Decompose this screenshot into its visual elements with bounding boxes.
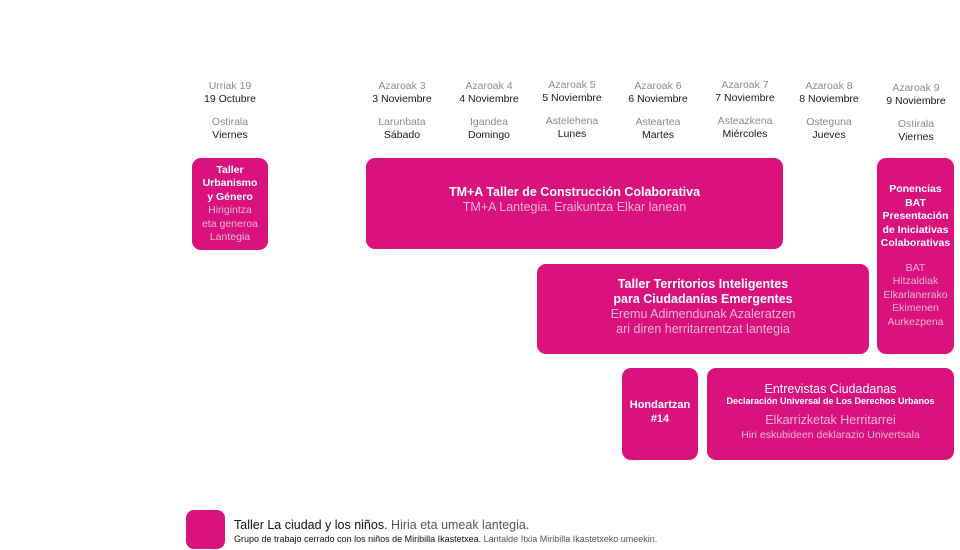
event-title-line: y Género <box>207 190 253 203</box>
legend-desc-es: Grupo de trabajo cerrado con los niños de Miribilla Ikastetxea. <box>234 534 482 544</box>
event-title-line: Colaborativas <box>880 237 951 249</box>
date-es: 7 Noviembre <box>715 92 775 104</box>
event-title-line: Presentación <box>882 210 949 222</box>
date-es: 8 Noviembre <box>799 93 859 105</box>
date-eu: Urriak 19 <box>208 80 252 92</box>
legend <box>234 518 657 544</box>
weekday-es: Domingo <box>467 129 511 141</box>
legend-swatch <box>186 510 225 549</box>
event-entrevistas-ciudadanas[interactable] <box>707 368 954 460</box>
event-tma-taller[interactable] <box>366 158 783 249</box>
event-title-line: Urbanismo <box>202 177 258 189</box>
event-title-line: Hondartzan <box>629 399 691 411</box>
day-header-nov6 <box>608 80 708 142</box>
event-subtitle-line: BAT <box>905 261 926 274</box>
day-header-nov5 <box>522 79 622 141</box>
date-es: 4 Noviembre <box>459 93 519 105</box>
weekday-es: Lunes <box>557 128 587 140</box>
event-subtitle-line: Eremu Adimendunak Azaleratzen <box>610 307 796 321</box>
weekday-eu: Astelehena <box>545 115 599 127</box>
date-eu: Azaroak 3 <box>378 80 426 92</box>
date-eu: Azaroak 6 <box>634 80 682 92</box>
event-taller-urbanismo[interactable] <box>192 158 268 250</box>
event-subtitle-sub: Hiri eskubideen deklarazio Univertsala <box>741 429 920 441</box>
date-es: 3 Noviembre <box>372 93 432 105</box>
event-title-line: BAT <box>905 196 926 209</box>
event-subtitle-line: Lantegia <box>209 231 251 243</box>
weekday-eu: Ostirala <box>897 118 935 130</box>
date-eu: Azaroak 5 <box>548 79 596 91</box>
day-header-nov8 <box>779 80 879 142</box>
event-title-line: #14 <box>650 413 670 425</box>
event-title-line: de Iniciativas <box>882 223 949 236</box>
event-subtitle-line: Elkarlanerako <box>883 288 948 301</box>
weekday-eu: Asteartea <box>635 116 681 128</box>
event-territorios-inteligentes[interactable] <box>537 264 869 354</box>
date-es: 19 Octubre <box>204 93 256 105</box>
legend-title-es: Taller La ciudad y los niños. <box>234 518 388 532</box>
event-subtitle-line: ari diren herritarrentzat lantegia <box>616 322 790 336</box>
event-title-line: para Ciudadanías Emergentes <box>613 292 793 306</box>
event-subtitle: Elkarrizketak Herritarrei <box>765 413 896 427</box>
date-es: 6 Noviembre <box>628 93 688 105</box>
weekday-es: Jueves <box>812 129 846 141</box>
event-subtitle-line: Aurkezpena <box>887 315 944 328</box>
weekday-eu: Igandea <box>470 116 508 128</box>
date-es: 5 Noviembre <box>542 92 602 104</box>
legend-title-eu: Hiria eta umeak lantegia. <box>391 518 530 532</box>
event-subtitle-line: Hirigintza <box>208 204 252 216</box>
event-title-line: Ponencias <box>889 183 942 195</box>
event-title-line: Taller Territorios Inteligentes <box>617 277 789 291</box>
legend-desc-eu: Lantalde Itxia Miribilla Ikastetxeko umeekin. <box>483 534 658 544</box>
event-subtitle-line: eta generoa <box>201 217 259 230</box>
event-subtitle-line: Hitzaldiak <box>892 275 939 287</box>
day-header-nov3 <box>352 80 452 142</box>
date-eu: Azaroak 9 <box>892 82 940 94</box>
weekday-es: Viernes <box>898 131 934 143</box>
event-title-sub: Declaración Universal de Los Derechos Urbanos <box>726 396 935 406</box>
event-subtitle: TM+A Lantegia. Eraikuntza Elkar lanean <box>462 199 687 214</box>
event-title: TM+A Taller de Construcción Colaborativa <box>448 184 701 199</box>
event-title-line: Taller <box>216 163 244 176</box>
date-eu: Azaroak 8 <box>805 80 853 92</box>
weekday-es: Martes <box>641 129 675 141</box>
weekday-es: Miércoles <box>722 128 768 140</box>
date-eu: Azaroak 4 <box>465 80 513 92</box>
weekday-eu: Asteazkena <box>717 115 773 127</box>
weekday-es: Sábado <box>383 129 421 141</box>
weekday-eu: Larunbata <box>378 116 426 128</box>
weekday-es: Viernes <box>212 129 248 141</box>
day-header-oct19 <box>180 80 280 142</box>
event-title: Entrevistas Ciudadanas <box>764 382 897 396</box>
date-es: 9 Noviembre <box>886 95 946 107</box>
date-eu: Azaroak 7 <box>721 79 769 91</box>
event-hondartzan[interactable] <box>622 368 698 460</box>
weekday-eu: Osteguna <box>806 116 852 128</box>
weekday-eu: Ostirala <box>211 116 249 128</box>
event-subtitle-line: Ekimenen <box>892 302 939 314</box>
event-ponencias-bat[interactable] <box>877 158 954 354</box>
day-header-nov9 <box>866 82 960 144</box>
